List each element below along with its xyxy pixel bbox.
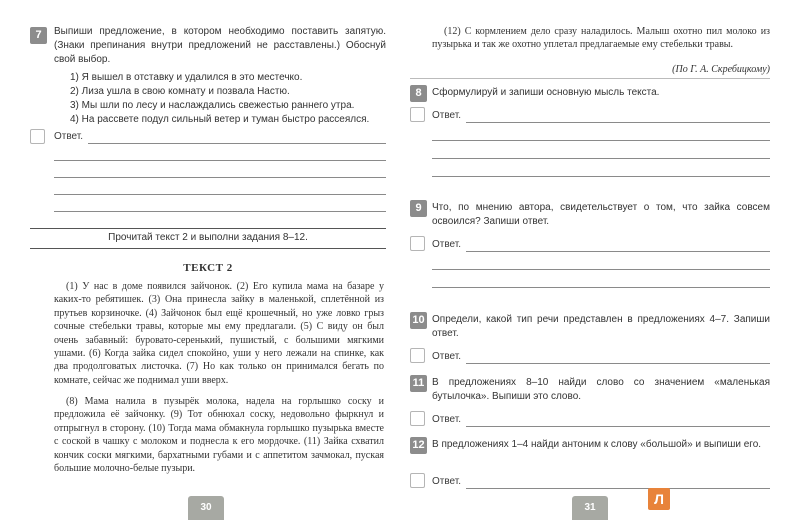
- q7-answer-line-3[interactable]: [54, 177, 386, 178]
- q7-answer-line-4[interactable]: [54, 194, 386, 195]
- question-7-number: 7: [30, 27, 47, 44]
- question-9-text: Что, по мнению автора, свидетельствует о том, что зайка совсем освоился? Запиши ответ.: [432, 202, 770, 227]
- question-11-number: 11: [410, 375, 427, 392]
- q7-option-1: 1) Я вышел в отставку и удалился в это местечко.: [70, 72, 303, 83]
- right-top-divider: [410, 78, 770, 79]
- q11-answer-checkbox[interactable]: [410, 411, 425, 426]
- q8-answer-line-1[interactable]: [466, 122, 770, 123]
- q7-answer-label: Ответ.: [54, 131, 84, 142]
- text-2-paragraph-2: (8) Мама налила в пузырёк молока, надела на горлышко соску и предложила её зайчонку. (9) Тот обнюхал соску, недовольно фыркнул и отпрыгнул в сторону. (10) Тогда мама обмакнула горлышко пузырька вместе с соской в чашку с молоком и поднесла к его мордочке. (11) Зайка схватил кончик соски мягкими, бархатными губами и с аппетитом зачмокал, пуская большие молочно-белые пузыри.: [54, 396, 384, 475]
- q9-answer-line-3[interactable]: [432, 287, 770, 288]
- q12-answer-checkbox[interactable]: [410, 473, 425, 488]
- text-2-paragraph-1: (1) У нас в доме появился зайчонок. (2) Его купила мама на базаре у каких-то ребятишек. (3) Она принесла зайку в маленькой, сплетённой из прутьев корзиночке. (4) Зайчонок был ещё крошечный, но уже ловко грыз сочные стебельки травы, которые мы ему предлагали. (5) С виду он был очень забавный: буровато-серенький, пушистый, с большими мягкими ушами. (6) Когда зайка сидел спокойно, уши у него лежали на спинке, как два продолговатых листочка. (7) Но как только он принимался бегать по комнате, сейчас же поднимал уши вверх.: [54, 281, 384, 386]
- q9-answer-line-2[interactable]: [432, 269, 770, 270]
- q8-answer-line-4[interactable]: [432, 176, 770, 177]
- question-10-number: 10: [410, 312, 427, 329]
- q9-answer-label: Ответ.: [432, 239, 462, 250]
- question-7-text: Выпиши предложение, в котором необходимо поставить запятую. (Знаки препинания внутри предложений не расставлены.) Обоснуй свой выбор.: [54, 26, 386, 65]
- publisher-logo-icon: Л: [648, 488, 670, 510]
- q7-answer-line-1[interactable]: [88, 143, 386, 144]
- q12-answer-line[interactable]: [466, 488, 770, 489]
- q12-answer-label: Ответ.: [432, 476, 462, 487]
- question-11-text: В предложениях 8–10 найди слово со значением «маленькая бутылочка». Выпиши это слово.: [432, 377, 770, 402]
- q8-answer-checkbox[interactable]: [410, 107, 425, 122]
- question-8-text: Сформулируй и запиши основную мысль текста.: [432, 87, 660, 98]
- text-2-paragraph-12: (12) С кормлением дело сразу наладилось. Малыш охотно пил молоко из пузырька и так же охотно уплетал предлагаемые ему стебельки травы.: [432, 26, 770, 51]
- page-number-right: 31: [572, 496, 608, 520]
- text-2-title: ТЕКСТ 2: [183, 262, 233, 274]
- q11-answer-label: Ответ.: [432, 414, 462, 425]
- question-8-number: 8: [410, 85, 427, 102]
- q7-answer-line-2[interactable]: [54, 160, 386, 161]
- page-number-left: 30: [188, 496, 224, 520]
- q7-answer-line-5[interactable]: [54, 211, 386, 212]
- q11-answer-line[interactable]: [466, 426, 770, 427]
- section-divider-top: [30, 228, 386, 229]
- question-12-number: 12: [410, 437, 427, 454]
- q10-answer-line[interactable]: [466, 363, 770, 364]
- q7-option-2: 2) Лиза ушла в свою комнату и позвала Настю.: [70, 86, 290, 97]
- q9-answer-line-1[interactable]: [466, 251, 770, 252]
- q10-answer-checkbox[interactable]: [410, 348, 425, 363]
- text-2-instruction: Прочитай текст 2 и выполни задания 8–12.: [108, 232, 308, 243]
- q7-option-3: 3) Мы шли по лесу и наслаждались свежестью раннего утра.: [70, 100, 355, 111]
- q10-answer-label: Ответ.: [432, 351, 462, 362]
- q8-answer-line-3[interactable]: [432, 158, 770, 159]
- question-12-text: В предложениях 1–4 найди антоним к слову «большой» и выпиши его.: [432, 439, 762, 450]
- question-10-text: Определи, какой тип речи представлен в предложениях 4–7. Запиши ответ.: [432, 314, 770, 339]
- q8-answer-label: Ответ.: [432, 110, 462, 121]
- section-divider-bottom: [30, 248, 386, 249]
- q7-answer-checkbox[interactable]: [30, 129, 45, 144]
- q9-answer-checkbox[interactable]: [410, 236, 425, 251]
- text-attribution: (По Г. А. Скребицкому): [672, 64, 770, 75]
- q7-option-4: 4) На рассвете подул сильный ветер и туман быстро рассеялся.: [70, 114, 370, 125]
- question-9-number: 9: [410, 200, 427, 217]
- q8-answer-line-2[interactable]: [432, 140, 770, 141]
